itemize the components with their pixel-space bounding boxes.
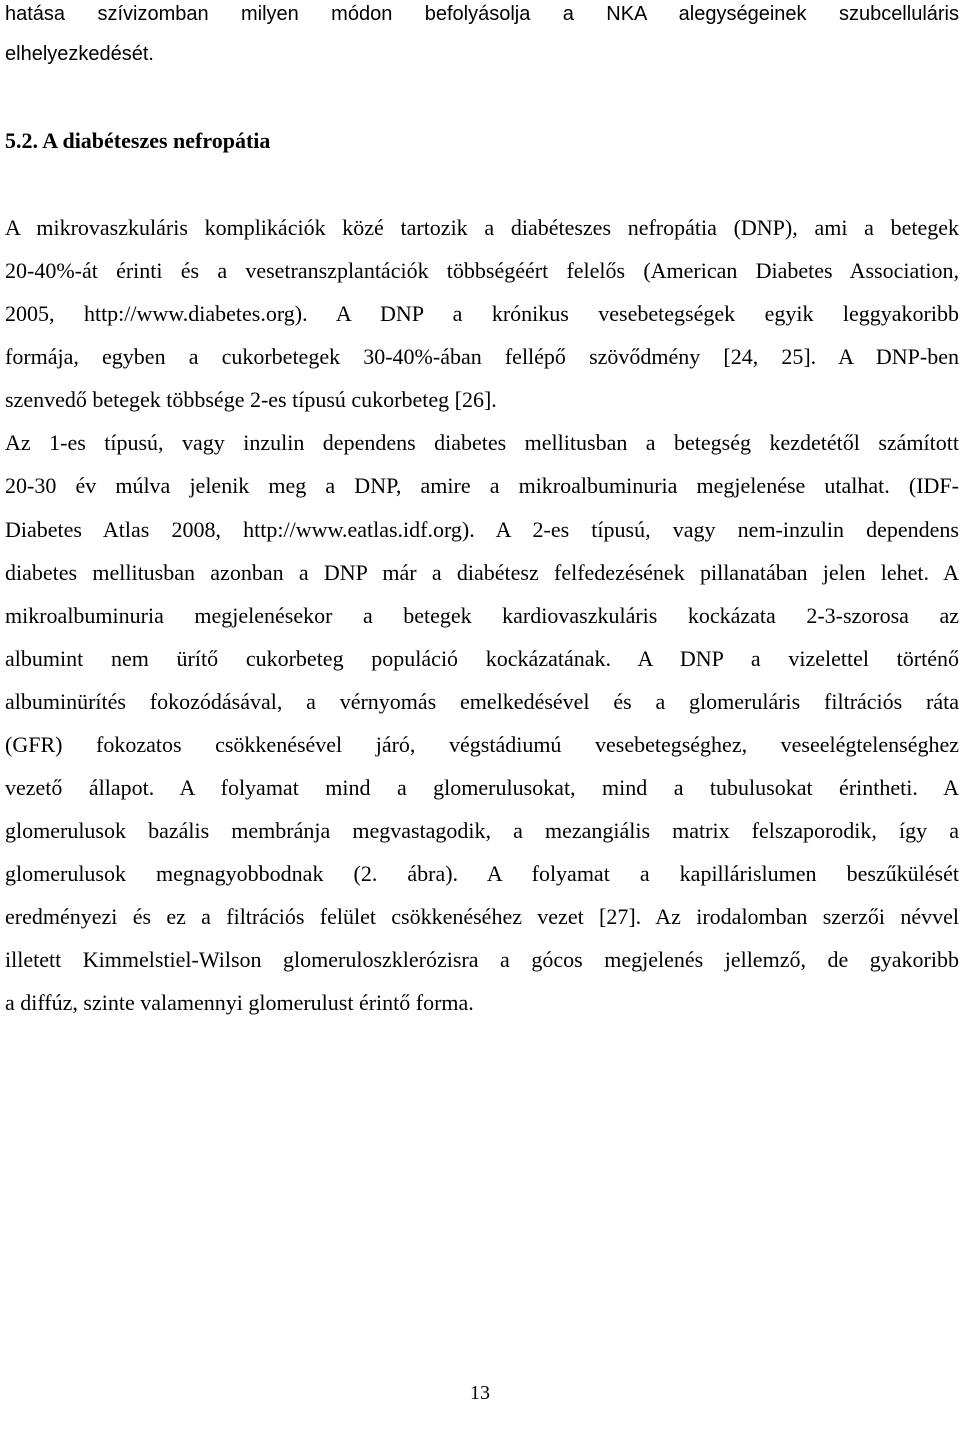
- paragraph-2-line-12: eredményezi és ez a filtrációs felület csökkenéséhez vezet [27]. Az irodalomban szerzői névvel: [5, 904, 959, 929]
- paragraph-2-line-7: albuminürítés fokozódásával, a vérnyomás emelkedésével és a glomeruláris filtrációs ráta: [5, 689, 959, 714]
- paragraph-2-line-4: diabetes mellitusban azonban a DNP már a diabétesz felfedezésének pillanatában jelen lehet. A: [5, 560, 959, 585]
- paragraph-2-line-14: a diffúz, szinte valamennyi glomerulust érintő forma.: [5, 990, 474, 1015]
- paragraph-1-line-4: formája, egyben a cukorbetegek 30-40%-ában fellépő szövődmény [24, 25]. A DNP-ben: [5, 344, 959, 369]
- intro-line-1: hatása szívizomban milyen módon befolyásolja a NKA alegységeinek szubcelluláris: [5, 3, 959, 25]
- intro-line-2: elhelyezkedését.: [5, 43, 154, 65]
- paragraph-2-line-11: glomerulusok megnagyobbodnak (2. ábra). A folyamat a kapillárislumen beszűkülését: [5, 861, 959, 886]
- paragraph-2-line-1: Az 1-es típusú, vagy inzulin dependens diabetes mellitusban a betegség kezdetétől számított: [5, 430, 959, 455]
- paragraph-2-line-5: mikroalbuminuria megjelenésekor a betegek kardiovaszkuláris kockázata 2-3-szorosa az: [5, 603, 959, 628]
- paragraph-2-line-6: albumint nem ürítő cukorbeteg populáció kockázatának. A DNP a vizelettel történő: [5, 646, 959, 671]
- paragraph-1-line-5: szenvedő betegek többsége 2-es típusú cukorbeteg [26].: [5, 387, 497, 412]
- paragraph-2-line-13: illetett Kimmelstiel-Wilson glomeruloszklerózisra a gócos megjelenés jellemző, de gyakoribb: [5, 947, 959, 972]
- paragraph-1-line-2: 20-40%-át érinti és a vesetranszplantációk többségéért felelős (American Diabetes Association,: [5, 258, 959, 283]
- paragraph-1-line-3: 2005, http://www.diabetes.org). A DNP a krónikus vesebetegségek egyik leggyakoribb: [5, 301, 959, 326]
- page-number: 13: [470, 1382, 490, 1404]
- paragraph-2-line-2: 20-30 év múlva jelenik meg a DNP, amire a mikroalbuminuria megjelenése utalhat. (IDF-: [5, 473, 959, 498]
- paragraph-1-line-1: A mikrovaszkuláris komplikációk közé tartozik a diabéteszes nefropátia (DNP), ami a betegek: [5, 215, 959, 240]
- section-heading: 5.2. A diabéteszes nefropátia: [5, 128, 271, 153]
- paragraph-2-line-8: (GFR) fokozatos csökkenésével járó, végstádiumú vesebetegséghez, veseelégtelenséghez: [5, 732, 959, 757]
- paragraph-2-line-3: Diabetes Atlas 2008, http://www.eatlas.idf.org). A 2-es típusú, vagy nem-inzulin dependens: [5, 517, 959, 542]
- paragraph-2-line-9: vezető állapot. A folyamat mind a glomerulusokat, mind a tubulusokat érintheti. A: [5, 775, 959, 800]
- paragraph-2-line-10: glomerulusok bazális membránja megvastagodik, a mezangiális matrix felszaporodik, így a: [5, 818, 959, 843]
